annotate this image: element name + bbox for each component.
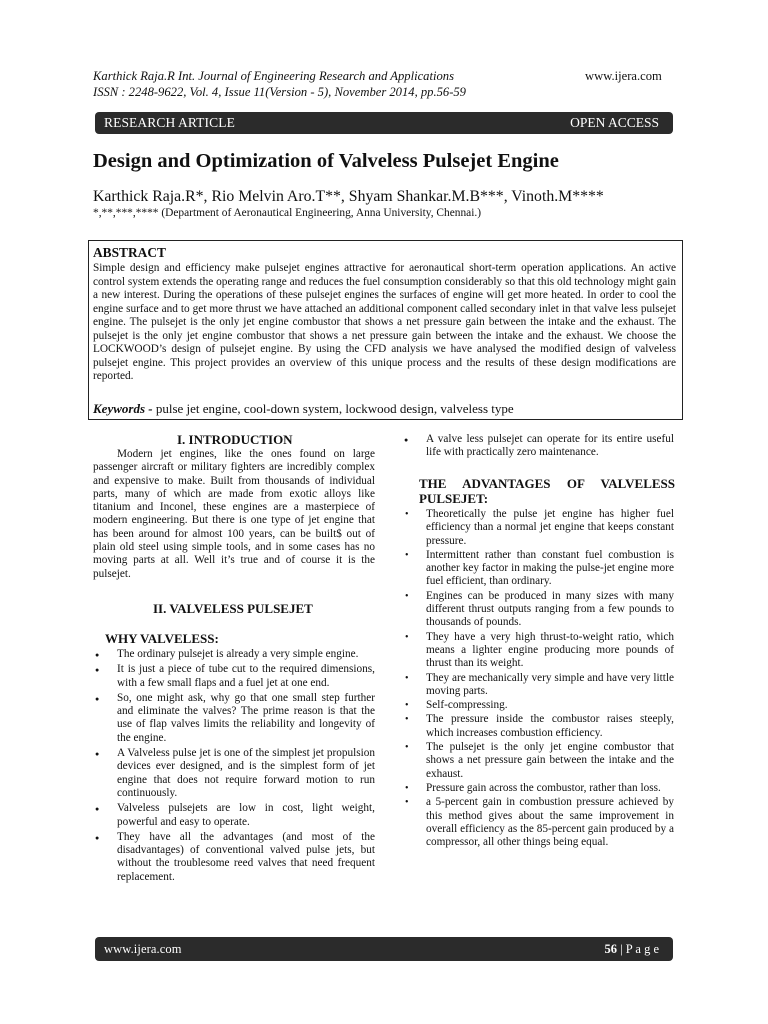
footer-website: www.ijera.com: [104, 942, 182, 956]
why-valveless-heading: WHY VALVELESS:: [105, 631, 219, 646]
list-item: ● Valveless pulsejets are low in cost, light weight, powerful and easy to operate.: [93, 802, 375, 829]
header-website: www.ijera.com: [585, 69, 662, 83]
valveless-pulsejet-heading: II. VALVELESS PULSEJET: [153, 601, 313, 616]
open-access-label: OPEN ACCESS: [570, 115, 659, 130]
page-label: | P a g e: [617, 942, 659, 956]
article-type-banner: [95, 112, 673, 134]
why-valveless-list: [93, 648, 375, 886]
keywords-label: Keywords -: [93, 401, 153, 416]
abstract-text: Simple design and efficiency make pulsejet engines attractive for aeronautical short-term operation applications. An active control system extends the operating range and reduces the fuel consumption considerably so that this old technology might gain a new interest. During the operations of these pulsejet engines the surfaces of engine will get more heated. In order to cool the engine surface and to get more thrust we have attached an additional component called secondary inlet in that valve less pulsejet engine. The pulsejet is the only jet engine combustor that shows a net pressure gain between the intake and the exhaust. The pulsejet is the only jet engine combustor that shows a net pressure gain between the intake and the exhaust. We choose the LOCKWOOD’s design of pulsejet engine. By using the CFD analysis we have analysed the modified design of valveless pulsejet engine. This project provides an overview of this unique process and the results of these design modifications are reported.: [93, 262, 676, 383]
journal-header: [93, 68, 466, 100]
list-item: • Theoretically the pulse jet engine has higher fuel efficiency than a normal jet engine that keeps constant pressure.: [402, 508, 674, 548]
author-list: Karthick Raja.R*, Rio Melvin Aro.T**, Shyam Shankar.M.B***, Vinoth.M****: [93, 188, 604, 205]
list-item: • They are mechanically very simple and have very little moving parts.: [402, 672, 674, 699]
list-item: • a 5-percent gain in combustion pressure achieved by this method gives about the same improvement in overall efficiency as the 85-percent gain produced by a compressor, all other things being equal.: [402, 796, 674, 849]
page-number: [605, 942, 659, 957]
list-item: • The pulsejet is the only jet engine combustor that shows a net pressure gain between the intake and the exhaust.: [402, 741, 674, 781]
maintenance-bullet: [402, 433, 674, 462]
journal-citation: Karthick Raja.R Int. Journal of Engineering Research and Applications: [93, 69, 454, 83]
list-item: • Engines can be produced in many sizes with many different thrust outputs ranging from a few pounds to thousands of pounds.: [402, 590, 674, 630]
list-item: ● So, one might ask, why go that one small step further and eliminate the valves? The prime reason is that the use of flap valves limits the reliability and longevity of the engine.: [93, 692, 375, 745]
author-affiliation: *,**,***,**** (Department of Aeronautical Engineering, Anna University, Chennai.): [93, 207, 482, 219]
list-item: ● A valve less pulsejet can operate for its entire useful life with practically zero maintenance.: [402, 433, 674, 460]
introduction-heading: I. INTRODUCTION: [177, 432, 293, 447]
list-item: • Intermittent rather than constant fuel combustion is another key factor in making the pulse-jet engine more fuel efficient, than ordinary.: [402, 549, 674, 589]
list-item: ● The ordinary pulsejet is already a very simple engine.: [93, 648, 375, 661]
list-item: • The pressure inside the combustor raises steeply, which increases combustion efficiency.: [402, 713, 674, 740]
advantages-heading: THE ADVANTAGES OF VALVELESS PULSEJET:: [419, 476, 675, 506]
list-item: ● A Valveless pulse jet is one of the simplest jet propulsion devices ever designed, and is the simplest form of jet engine that does not require forward motion to run continuously.: [93, 747, 375, 800]
list-item: • Pressure gain across the combustor, rather than loss.: [402, 782, 674, 795]
list-item: ● They have all the advantages (and most of the disadvantages) of conventional valved pulse jets, but without the troublesome reed valves that need frequent replacement.: [93, 831, 375, 884]
page-number-value: 56: [604, 942, 618, 956]
keywords-line: [93, 401, 514, 417]
list-item: ● It is just a piece of tube cut to the required dimensions, with a few small flaps and a fuel jet at one end.: [93, 663, 375, 690]
abstract-heading: ABSTRACT: [93, 245, 166, 260]
keywords-text: pulse jet engine, cool-down system, lockwood design, valveless type: [152, 401, 514, 416]
research-article-label: RESEARCH ARTICLE: [104, 115, 235, 130]
paper-title: Design and Optimization of Valveless Pulsejet Engine: [93, 150, 559, 172]
page-footer: [95, 937, 673, 961]
journal-issn: ISSN : 2248-9622, Vol. 4, Issue 11(Version - 5), November 2014, pp.56-59: [93, 85, 466, 99]
list-item: • They have a very high thrust-to-weight ratio, which means a lighter engine producing more pounds of thrust than its weight.: [402, 631, 674, 671]
introduction-text: Modern jet engines, like the ones found on large passenger aircraft or military fighters are incredibly complex and expensive to make. Built from thousands of individual parts, many of which are made from exotic alloys like titanium and Inconel, these engines are a masterpiece of modern engineering. But there is one type of jet engine that has been around for almost 100 years, can be built$ out of plain old steel using simple tools, and in some cases has no moving parts at all. Well it’s true and of course it is the pulsejet.: [93, 448, 375, 580]
advantages-list: [402, 508, 674, 850]
list-item: • Self-compressing.: [402, 699, 674, 712]
